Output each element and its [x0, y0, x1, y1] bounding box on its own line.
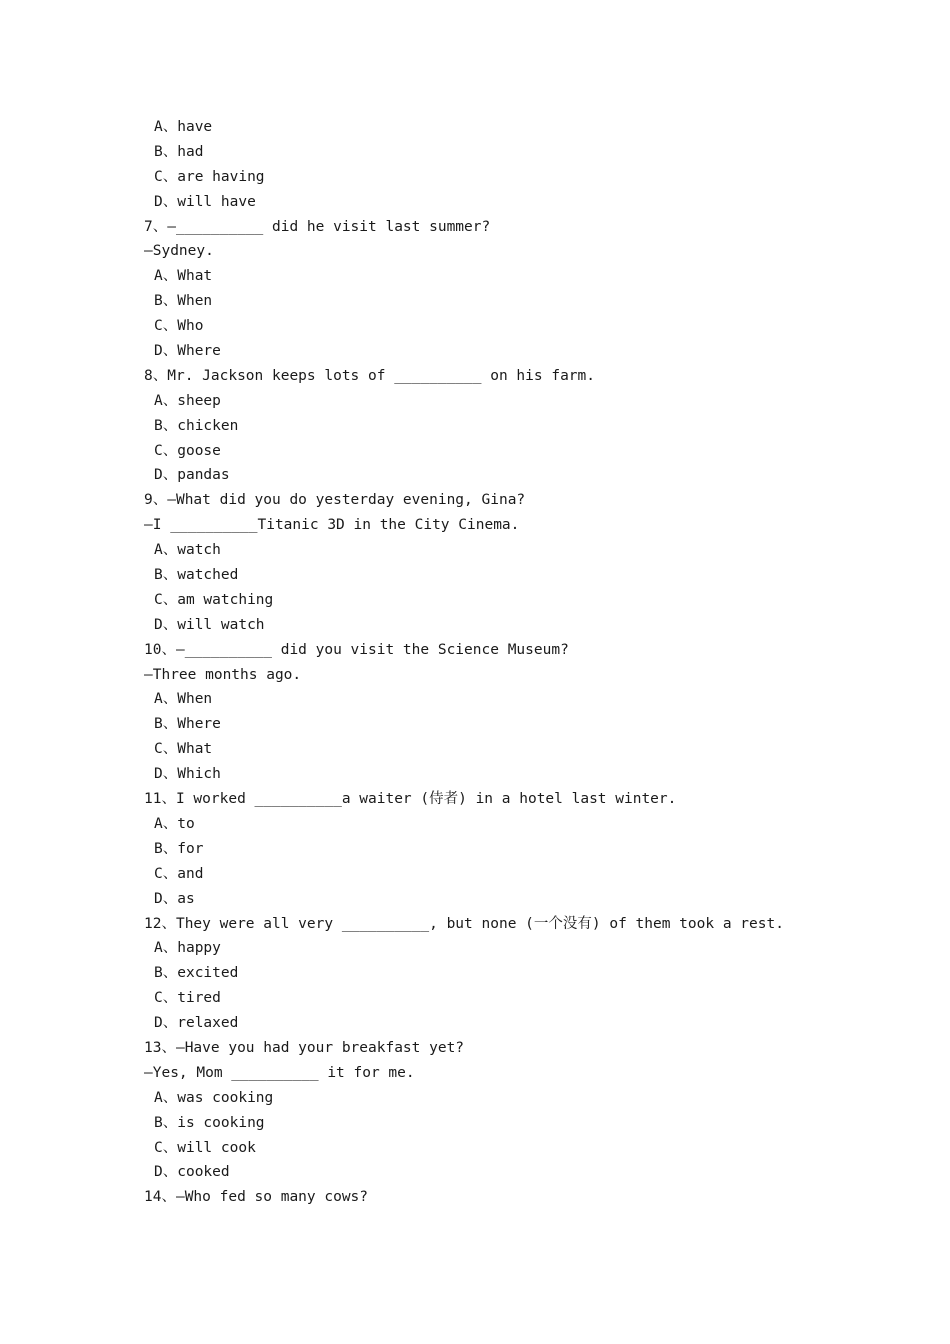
answer-option: B、When [154, 293, 213, 310]
question-list [144, 115, 904, 1210]
answer-option: A、to [154, 815, 195, 832]
question-text: 10、—__________ did you visit the Science Museum? [144, 641, 569, 658]
question-text: 13、—Have you had your breakfast yet? [144, 1039, 465, 1056]
answer-option: A、sheep [154, 392, 221, 409]
answer-option: D、will watch [154, 616, 265, 633]
question-text: —Sydney. [144, 243, 214, 260]
question-text: —Yes, Mom __________ it for me. [144, 1064, 415, 1081]
answer-option: C、will cook [154, 1139, 256, 1156]
answer-option: A、happy [154, 940, 221, 957]
answer-option: B、is cooking [154, 1114, 265, 1131]
question-text: 8、Mr. Jackson keeps lots of __________ on his farm. [144, 367, 595, 384]
question-text: —Three months ago. [144, 666, 302, 683]
question-text: 9、—What did you do yesterday evening, Gina? [144, 492, 526, 509]
answer-option: C、am watching [154, 591, 274, 608]
answer-option: D、Where [154, 343, 221, 360]
answer-option: A、was cooking [154, 1089, 274, 1106]
question-text: 11、I worked __________a waiter (侍者) in a hotel last winter. [144, 791, 677, 808]
answer-option: D、relaxed [154, 1015, 239, 1032]
answer-option: B、excited [154, 965, 239, 982]
answer-option: B、watched [154, 567, 239, 584]
answer-option: C、Who [154, 318, 204, 335]
answer-option: C、goose [154, 442, 221, 459]
answer-option: A、When [154, 691, 213, 708]
answer-option: C、and [154, 865, 204, 882]
answer-option: D、pandas [154, 467, 230, 484]
answer-option: C、What [154, 741, 213, 758]
answer-option: D、cooked [154, 1164, 230, 1181]
answer-option: D、as [154, 890, 195, 907]
answer-option: A、watch [154, 542, 221, 559]
answer-option: D、Which [154, 766, 221, 783]
answer-option: B、chicken [154, 417, 239, 434]
answer-option: D、will have [154, 193, 256, 210]
question-text: —I __________Titanic 3D in the City Cinema. [144, 517, 520, 534]
answer-option: A、What [154, 268, 213, 285]
question-text: 14、—Who fed so many cows? [144, 1189, 369, 1206]
answer-option: C、are having [154, 168, 265, 185]
answer-option: B、for [154, 840, 204, 857]
question-text: 12、They were all very __________, but none (一个没有) of them took a rest. [144, 915, 784, 932]
answer-option: C、tired [154, 990, 221, 1007]
answer-option: A、have [154, 119, 213, 135]
answer-option: B、Where [154, 716, 221, 733]
answer-option: B、had [154, 143, 204, 160]
question-text: 7、—__________ did he visit last summer? [144, 218, 491, 235]
